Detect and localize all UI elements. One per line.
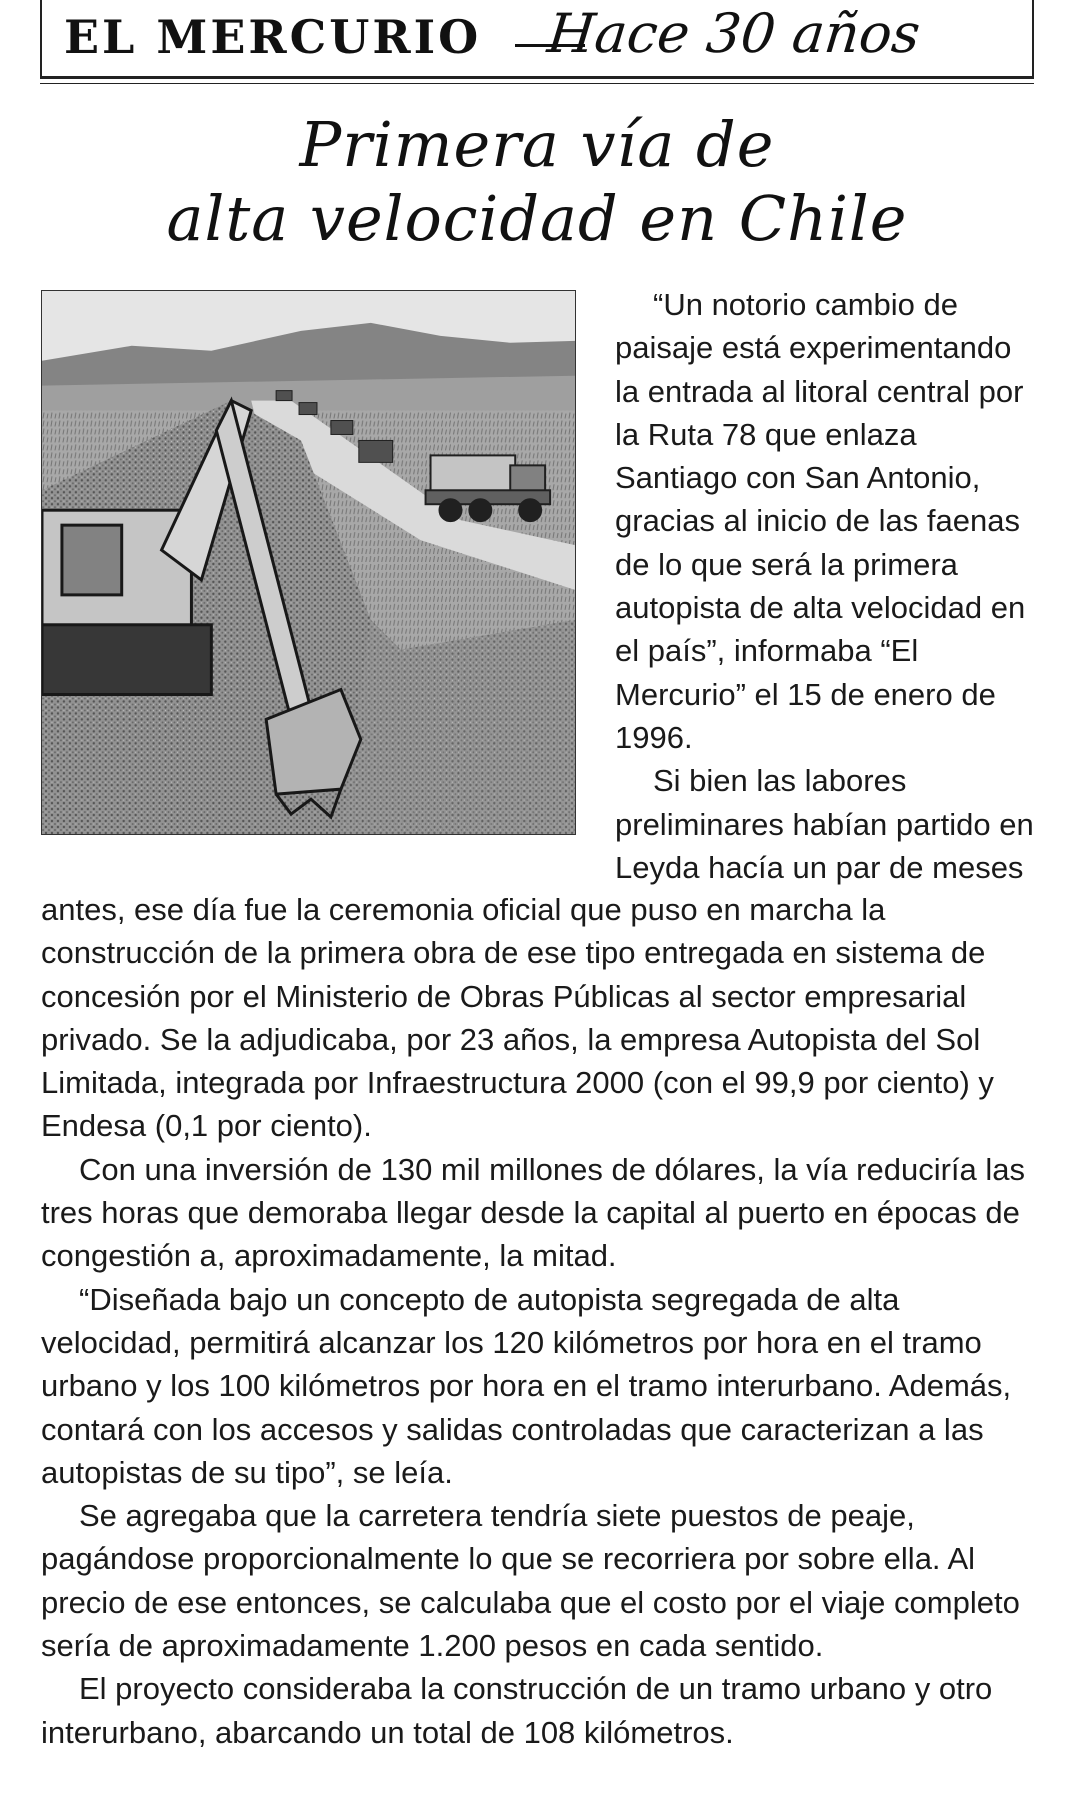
article-line: El proyecto consideraba la construcción de un tramo urbano y otro (79, 1671, 993, 1707)
article-line: interurbano, abarcando un total de 108 kilómetros. (41, 1714, 734, 1750)
article-line: la Ruta 78 que enlaza (615, 416, 917, 452)
masthead-rule-thin (40, 83, 1034, 84)
article-line: de lo que será la primera (615, 546, 958, 582)
article-line: Si bien las labores (653, 763, 907, 799)
article-line: 1996. (615, 719, 693, 755)
article-line: preliminares habían partido en (615, 806, 1034, 842)
article-line: autopista de alta velocidad en (615, 590, 1026, 626)
article-line: Mercurio” el 15 de enero de (615, 676, 996, 712)
article-line: congestión a, aproximadamente, la mitad. (41, 1238, 617, 1274)
article-line: la entrada al litoral central por (615, 373, 1024, 409)
article-line: Leyda hacía un par de meses (615, 849, 1024, 885)
headline-line-1: Primera vía de (299, 108, 775, 181)
masthead-rule (40, 76, 1034, 79)
article-line: privado. Se la adjudicaba, por 23 años, la empresa Autopista del Sol (41, 1021, 981, 1057)
article-line: antes, ese día fue la ceremonia oficial que puso en marcha la (41, 892, 886, 927)
article-body-text (41, 888, 1041, 1754)
article-line: Con una inversión de 130 mil millones de dólares, la vía reduciría las (79, 1151, 1025, 1187)
article-line: Se agregaba que la carretera tendría siete puestos de peaje, (79, 1498, 915, 1534)
headline-line-2: alta velocidad en Chile (166, 182, 908, 255)
construction-photo (41, 290, 576, 835)
section-title: Hace 30 años (544, 2, 924, 65)
article-column-text (615, 283, 1040, 889)
article-line: autopistas de su tipo”, se leía. (41, 1454, 453, 1490)
article-line: Limitada, integrada por Infraestructura 2000 (con el 99,9 por ciento) y (41, 1065, 994, 1101)
article-line: Santiago con San Antonio, (615, 460, 981, 496)
article-line: precio de ese entonces, se calculaba que el costo por el viaje completo (41, 1584, 1020, 1620)
article-line: “Un notorio cambio de (653, 287, 958, 322)
article-line: el país”, informaba “El (615, 633, 919, 669)
article-line: contará con los accesos y salidas controladas que caracterizan a las (41, 1411, 984, 1447)
article-line: gracias al inicio de las faenas (615, 503, 1020, 539)
article-line: paisaje está experimentando (615, 330, 1012, 366)
article-line: tres horas que demoraba llegar desde la capital al puerto en épocas de (41, 1195, 1020, 1231)
paper-name: EL MERCURIO (64, 10, 482, 64)
article-line: concesión por el Ministerio de Obras Públicas al sector empresarial (41, 978, 967, 1014)
article-line: Endesa (0,1 por ciento). (41, 1108, 372, 1144)
article-line: “Diseñada bajo un concepto de autopista segregada de alta (79, 1281, 900, 1317)
article-line: pagándose proporcionalmente lo que se recorriera por sobre ella. Al (41, 1541, 976, 1577)
article-line: velocidad, permitirá alcanzar los 120 kilómetros por hora en el tramo (41, 1324, 982, 1360)
article-line: construcción de la primera obra de ese tipo entregada en sistema de (41, 935, 986, 971)
article-line: urbano y los 100 kilómetros por hora en el tramo interurbano. Además, (41, 1368, 1012, 1404)
article-line: sería de aproximadamente 1.200 pesos en cada sentido. (41, 1628, 824, 1664)
headline (40, 108, 1034, 256)
photo-illustration (42, 291, 575, 834)
